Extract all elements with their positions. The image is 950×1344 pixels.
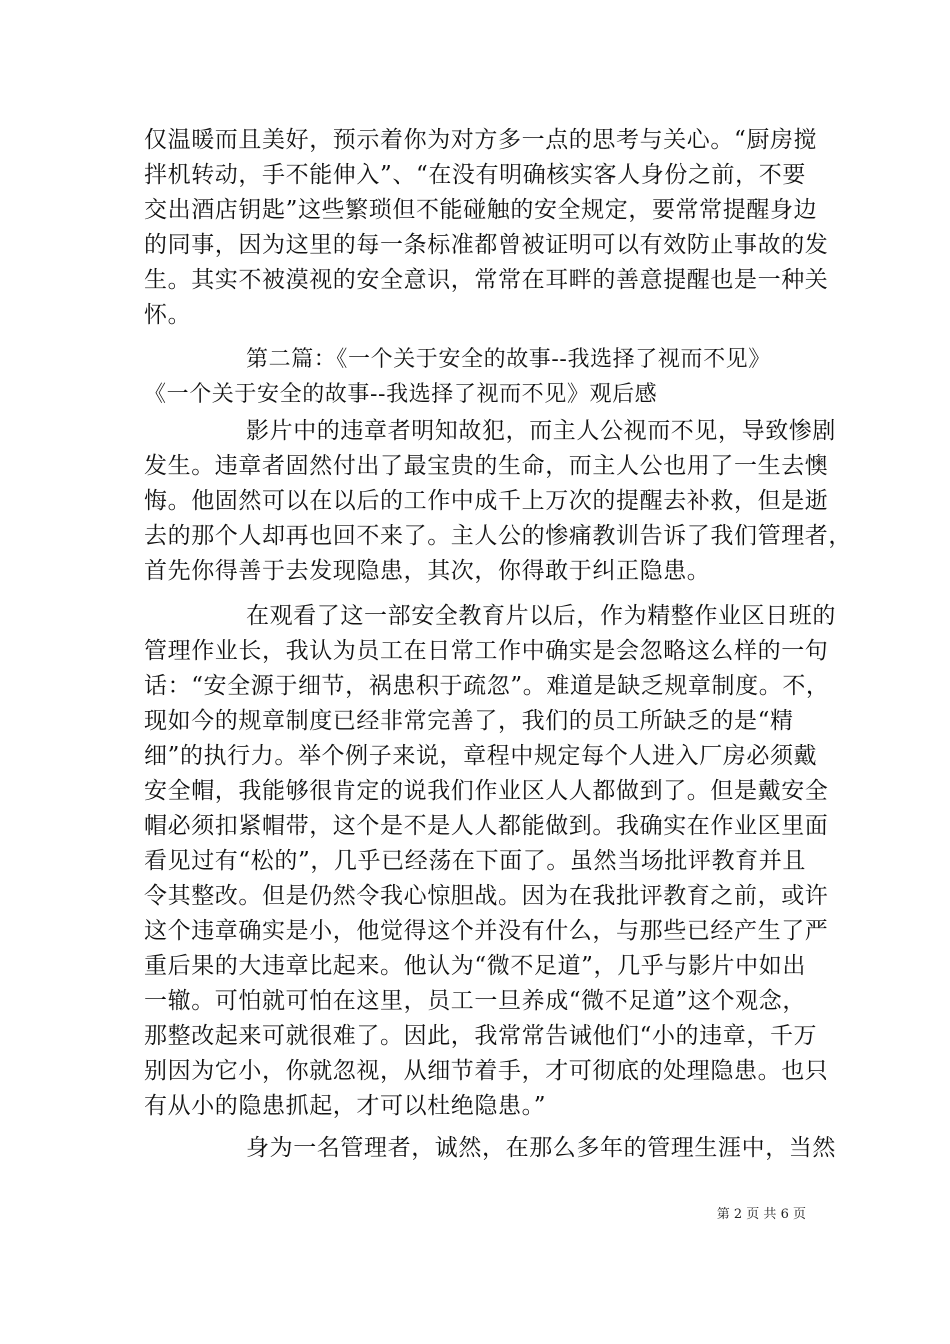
text-line: 拌机转动，手不能伸入”、“在没有明确核实客人身份之前，不要 bbox=[144, 162, 806, 188]
text-line: 一辙。可怕就可怕在这里，员工一旦养成“微不足道”这个观念， bbox=[144, 988, 806, 1014]
text-line: 仅温暖而且美好，预示着你为对方多一点的思考与关心。“厨房搅 bbox=[144, 127, 818, 153]
footer-prefix: 第 bbox=[716, 1207, 730, 1222]
footer-suffix: 页 bbox=[792, 1207, 806, 1222]
text-line: 细”的执行力。举个例子来说，章程中规定每个人进入厂房必须戴 bbox=[144, 743, 818, 769]
footer-middle: 页 共 bbox=[746, 1207, 777, 1222]
paragraph-first-line: 影片中的违章者明知故犯，而主人公视而不见，导致惨剧 bbox=[246, 418, 836, 444]
footer-current-page: 2 bbox=[733, 1207, 743, 1222]
text-line: 的同事，因为这里的每一条标准都曾被证明可以有效防止事故的发 bbox=[144, 232, 829, 258]
text-line: 话：“安全源于细节，祸患积于疏忽”。难道是缺乏规章制度。不， bbox=[144, 673, 830, 699]
footer-total-pages: 6 bbox=[780, 1207, 789, 1222]
page-footer bbox=[0, 1206, 806, 1224]
text-line: 别因为它小，你就忽视，从细节着手，才可彻底的处理隐患。也只 bbox=[144, 1058, 829, 1084]
text-line: 发生。违章者固然付出了最宝贵的生命，而主人公也用了一生去懊 bbox=[144, 453, 829, 479]
text-line: 首先你得善于去发现隐患，其次，你得敢于纠正隐患。 bbox=[144, 558, 711, 584]
text-line: 管理作业长，我认为员工在日常工作中确实是会忽略这么样的一句 bbox=[144, 638, 829, 664]
text-line: 看见过有“松的”，几乎已经荡在下面了。虽然当场批评教育并且 bbox=[144, 848, 806, 874]
text-line: 这个违章确实是小，他觉得这个并没有什么，与那些已经产生了严 bbox=[144, 918, 829, 944]
text-line: 现如今的规章制度已经非常完善了，我们的员工所缺乏的是“精 bbox=[144, 708, 794, 734]
text-line: 安全帽，我能够很肯定的说我们作业区人人都做到了。但是戴安全 bbox=[144, 778, 829, 804]
paragraph-first-line: 在观看了这一部安全教育片以后，作为精整作业区日班的 bbox=[246, 603, 836, 629]
text-line: 有从小的隐患抓起，才可以杜绝隐患。” bbox=[144, 1093, 547, 1119]
text-line: 怀。 bbox=[144, 302, 192, 328]
text-line: 悔。他固然可以在以后的工作中成千上万次的提醒去补救，但是逝 bbox=[144, 488, 829, 514]
section-heading: 第二篇：《一个关于安全的故事--我选择了视而不见》 bbox=[246, 347, 771, 372]
text-line: 那整改起来可就很难了。因此，我常常告诫他们“小的违章，千万 bbox=[144, 1023, 818, 1049]
article-title: 《一个关于安全的故事--我选择了视而不见》观后感 bbox=[144, 382, 658, 407]
text-line: 令其整改。但是仍然令我心惊胆战。因为在我批评教育之前，或许 bbox=[144, 883, 829, 909]
text-line: 交出酒店钥匙”这些繁琐但不能碰触的安全规定，要常常提醒身边 bbox=[144, 197, 818, 223]
text-line: 去的那个人却再也回不来了。主人公的惨痛教训告诉了我们管理者， bbox=[144, 523, 852, 549]
text-line: 生。其实不被漠视的安全意识，常常在耳畔的善意提醒也是一种关 bbox=[144, 267, 829, 293]
text-line: 重后果的大违章比起来。他认为“微不足道”，几乎与影片中如出 bbox=[144, 953, 806, 979]
text-line: 帽必须扣紧帽带，这个是不是人人都能做到。我确实在作业区里面 bbox=[144, 813, 829, 839]
paragraph-first-line: 身为一名管理者，诚然，在那么多年的管理生涯中，当然 bbox=[246, 1135, 836, 1161]
